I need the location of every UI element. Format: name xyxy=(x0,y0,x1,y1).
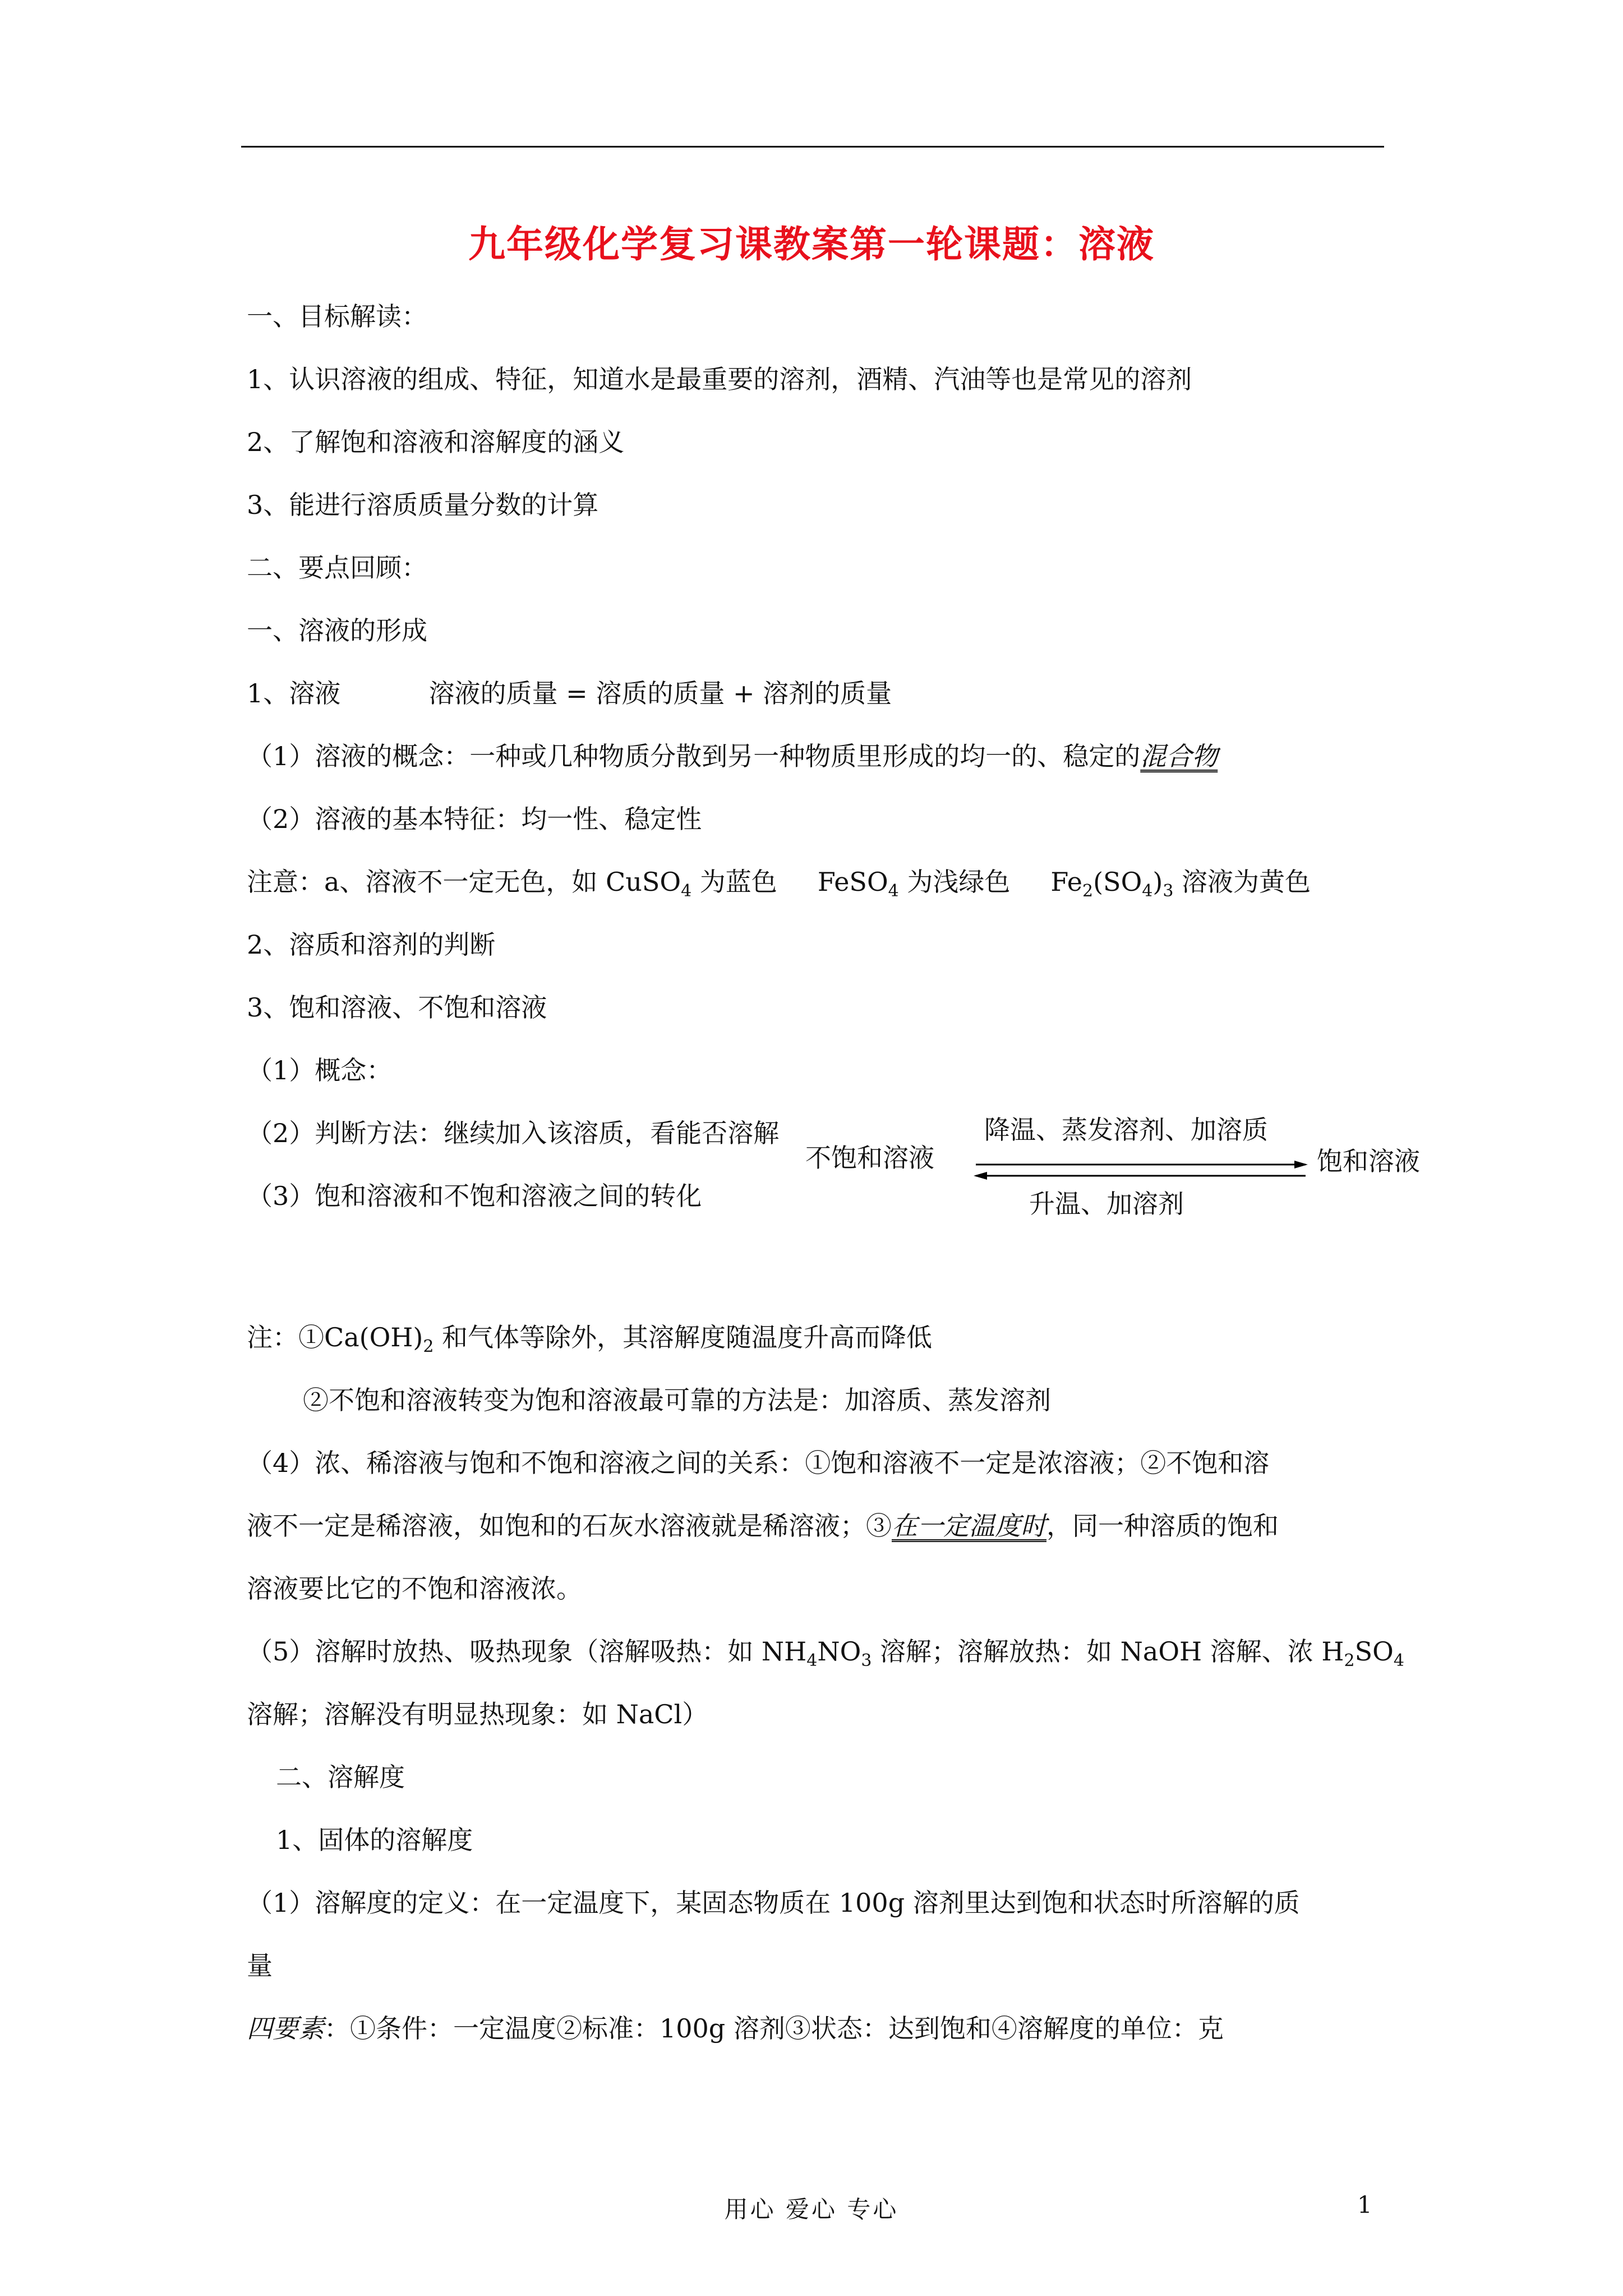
saturated-heading: 3、饱和溶液、不饱和溶液 xyxy=(247,992,547,1023)
saturated-label: 饱和溶液 xyxy=(1317,1146,1420,1176)
solution-mass-line xyxy=(247,677,892,710)
solid-solubility: 1、固体的溶解度 xyxy=(276,1825,473,1855)
relation-line-2: 液不一定是稀溶液，如饱和的石灰水溶液就是稀溶液；③在一定温度时，同一种溶质的饱和 xyxy=(247,1511,1279,1541)
heat-line-1: （5）溶解时放热、吸热现象（溶解吸热：如 $NH_4NO_3$ 溶解；溶解放热：如 NaOH 溶解、浓 $H_2SO_4$ xyxy=(247,1636,1404,1671)
heat-line-2: 溶解；溶解没有明显热现象：如 NaCl） xyxy=(247,1699,708,1729)
conversion-diagram xyxy=(796,1116,1458,1245)
solution-label: 1、溶液 xyxy=(247,678,341,708)
relation-line-1: （4）浓、稀溶液与饱和不饱和溶液之间的关系：①饱和溶液不一定是浓溶液；②不饱和溶 xyxy=(247,1448,1270,1478)
highlight-mixture: 混合物 xyxy=(1140,741,1218,771)
footer-motto: 用心 爱心 专心 xyxy=(724,2196,899,2223)
note-reliable-method: ②不饱和溶液转变为饱和溶液最可靠的方法是：加溶质、蒸发溶剂 xyxy=(303,1385,1051,1415)
concept-line: （1）概念： xyxy=(247,1055,393,1085)
solution-concept: （1）溶液的概念：一种或几种物质分散到另一种物质里形成的均一的、稳定的混合物 xyxy=(247,741,1218,771)
solubility-definition-cont: 量 xyxy=(247,1950,273,1981)
note-color: 注意：a、溶液不一定无色，如 CuSO$_4$ 为蓝色 FeSO$_4$ 为浅绿色 $Fe_2(SO_4)_3$ 溶液为黄色 xyxy=(247,867,1311,901)
unsaturated-label: 不饱和溶液 xyxy=(805,1143,934,1173)
section-solution-formation: 一、溶液的形成 xyxy=(247,615,427,646)
heading-goals: 一、目标解读： xyxy=(247,301,427,332)
highlight-temperature: 在一定温度时 xyxy=(892,1511,1046,1541)
forward-condition: 降温、蒸发溶剂、加溶质 xyxy=(984,1115,1268,1145)
goal-3: 3、能进行溶质质量分数的计算 xyxy=(247,490,599,520)
page-number: 1 xyxy=(1357,2191,1372,2219)
solution-feature: （2）溶液的基本特征：均一性、稳定性 xyxy=(247,804,702,834)
mass-formula: 溶液的质量 = 溶质的质量 + 溶剂的质量 xyxy=(428,678,892,708)
page-title: 九年级化学复习课教案第一轮课题：溶液 xyxy=(468,222,1155,266)
relation-line-3: 溶液要比它的不饱和溶液浓。 xyxy=(247,1573,582,1604)
four-elements: 四要素：①条件：一定温度②标准：100g 溶剂③状态：达到饱和④溶解度的单位：克 xyxy=(247,2013,1224,2044)
header-rule xyxy=(241,146,1384,148)
solubility-definition: （1）溶解度的定义：在一定温度下，某固态物质在 100g 溶剂里达到饱和状态时所溶解的质 xyxy=(247,1888,1300,1918)
section-solubility: 二、溶解度 xyxy=(276,1762,405,1792)
double-arrow-icon xyxy=(974,1159,1310,1181)
note-calcium-hydroxide: 注：$①Ca(OH)_2$ 和气体等除外，其溶解度随温度升高而降低 xyxy=(247,1322,933,1356)
judge-method: （2）判断方法：继续加入该溶质，看能否溶解 xyxy=(247,1118,780,1148)
goal-2: 2、了解饱和溶液和溶解度的涵义 xyxy=(247,427,625,457)
conversion-line: （3）饱和溶液和不饱和溶液之间的转化 xyxy=(247,1181,702,1211)
goal-1: 1、认识溶液的组成、特征，知道水是最重要的溶剂，酒精、汽油等也是常见的溶剂 xyxy=(247,364,1192,394)
heading-review: 二、要点回顾： xyxy=(247,553,427,583)
reverse-condition: 升温、加溶剂 xyxy=(1029,1189,1184,1219)
solute-solvent-judgement: 2、溶质和溶剂的判断 xyxy=(247,930,496,960)
